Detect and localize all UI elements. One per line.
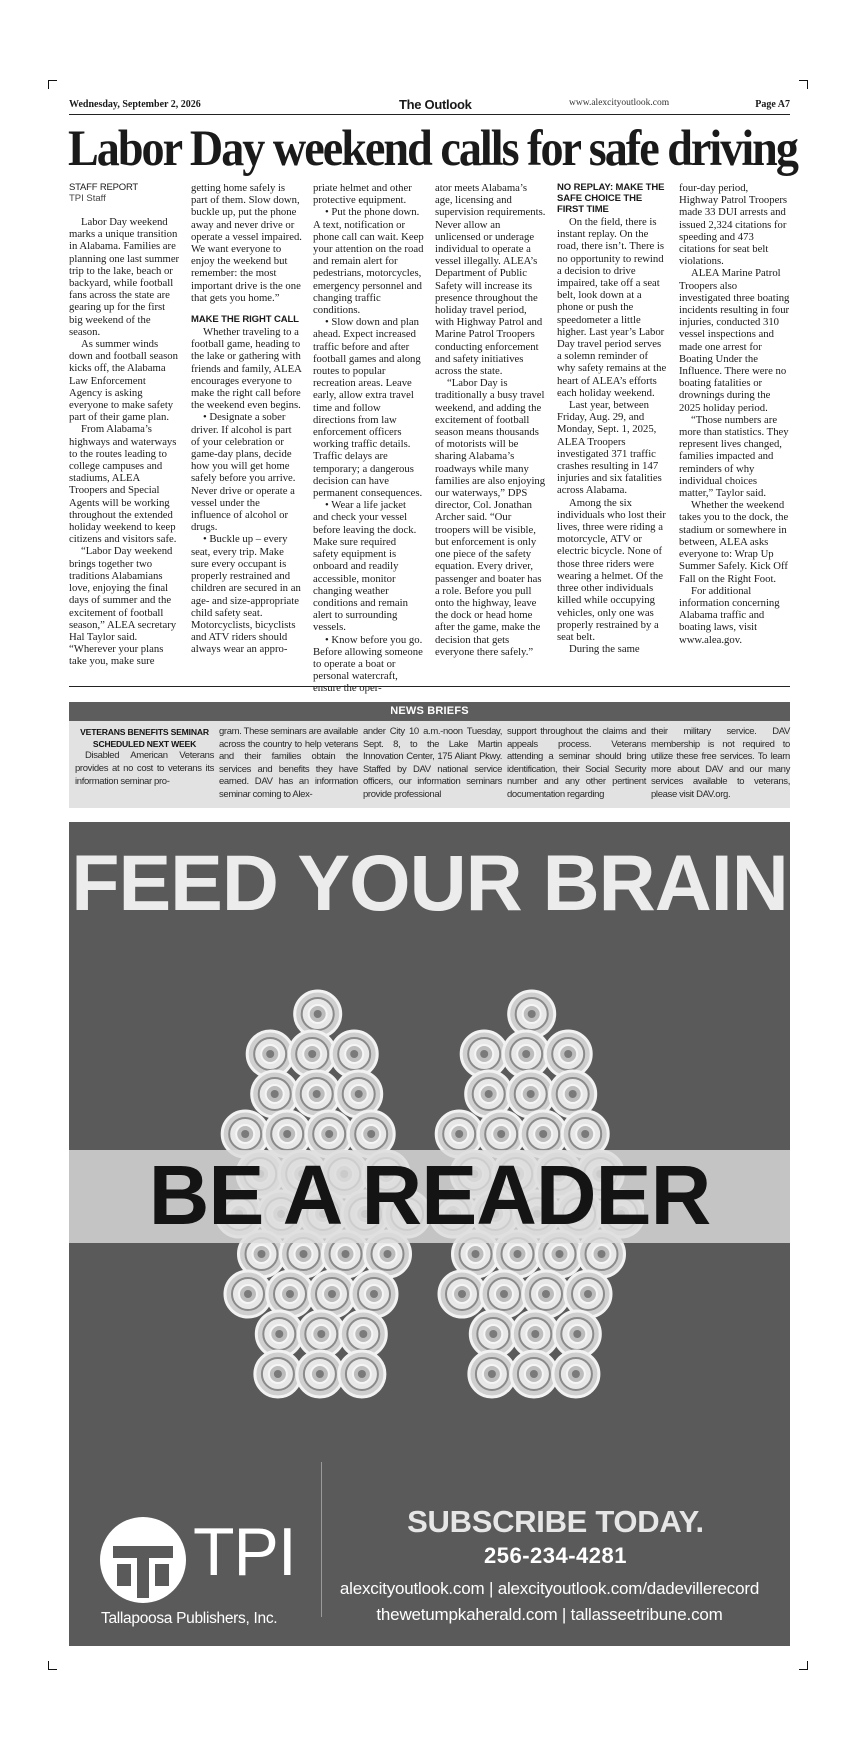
newspaper-roll <box>351 1271 397 1317</box>
brief-text: Disabled American Veterans provides at no cost to veterans its information seminar pro- <box>75 750 214 787</box>
paragraph: • Buckle up – every seat, every trip. Make sure every occupant is properly restrained and children are secured in an age- and size-appropriate child safety seat. Motorcyclists, bicyclists and ATV riders should always wear an appro- <box>191 533 301 656</box>
newspaper-roll <box>439 1271 485 1317</box>
article-column-1 <box>69 182 180 668</box>
brief-column-4: support throughout the claims and appeals process. Veterans attending a seminar should bring identification, their Social Security number and any other pertinent documentation regarding <box>507 726 646 800</box>
newspaper-roll <box>511 1351 557 1397</box>
brief-column-3: ander City 10 a.m.-noon Tuesday, Sept. 8, to the Lake Martin Innovation Center, 175 Aliant Pkwy. Staffed by DAV national service officers, our information seminars provide professional <box>363 726 502 800</box>
brief-column-5: their military service. DAV membership is not required to utilize these free services. To learn more about DAV and our many services available to veterans, please visit DAV.org. <box>651 726 790 800</box>
paragraph: Whether traveling to a football game, heading to the lake or gathering with friends and family, ALEA encourages everyone to make the right call before the weekend even begins. <box>191 326 302 412</box>
byline-org: TPI Staff <box>69 193 106 204</box>
paragraph: ator meets Alabama’s age, licensing and supervision requirements. Never allow an unlicensed or underage individual to operate a vessel illegally. ALEA’s Department of Public Safety will increase its presence throughout the holiday travel period, with Highway Patrol and Marine Patrol Troopers conducting enforcement and safety initiatives across the state. <box>435 182 546 378</box>
issue-date: Wednesday, September 2, 2026 <box>69 99 201 110</box>
newspaper-roll <box>481 1271 527 1317</box>
page-number: Page A7 <box>755 99 790 110</box>
paragraph: • Slow down and plan ahead. Expect increased traffic before and after football games and along routes to popular recreation areas. Leave early, allow extra travel time and follow directions from law enforcement officers working traffic details. Traffic delays are temporary; a dangerous decision can have permanent consequences. <box>313 316 423 500</box>
newspaper-roll <box>255 1351 301 1397</box>
paragraph: “Labor Day weekend brings together two traditions Alabamians love, enjoying the final days of summer and the excitement of football season,” ALEA secretary Hal Taylor said. “Wherever your plans take you, make sure <box>69 545 177 668</box>
news-briefs-title: NEWS BRIEFS <box>69 702 790 721</box>
article-column-4 <box>435 182 546 658</box>
brief-column-2: gram. These seminars are available across the country to help veterans and their families obtain the services and benefits they have earned. DAV has an information seminar coming to Alex- <box>219 726 358 800</box>
article-bottom-rule <box>69 686 790 687</box>
paragraph: “Labor Day is traditionally a busy travel weekend, and adding the excitement of football season means thousands of motorists will be sharing Alabama’s roadways while many families are also enjoying our waterways,” DPS director, Col. Jonathan Archer said. “Our troopers will be visible, but enforcement is only one piece of the safety equation. Every driver, passenger and boater has a role. Before you pull onto the highway, leave the dock or head home after the game, make the decision that gets everyone there safely.” <box>435 377 546 658</box>
newspaper-roll <box>565 1271 611 1317</box>
publisher-name: Tallapoosa Publishers, Inc. <box>101 1610 278 1627</box>
ad-tagline: BE A READER <box>148 1148 711 1242</box>
subscription-advertisement <box>69 822 790 1646</box>
paragraph: On the field, there is instant replay. On the road, there isn’t. There is no opportunity to rewind a decision to drive impaired, take off a seat belt, look down at a phone or push the speedometer a little higher. Last year’s Labor Day travel period serves a solemn reminder of why safety remains at the heart of ALEA’s efforts each holiday weekend. <box>557 216 667 399</box>
paragraph: Last year, between Friday, Aug. 29, and Monday, Sept. 1, 2025, ALEA Troopers investigated 371 traffic crashes resulting in 147 injuries and six fatalities across Alabama. <box>557 399 662 497</box>
crop-mark-top-left <box>48 80 57 89</box>
subscribe-phone: 256-234-4281 <box>483 1543 627 1568</box>
paragraph: • Know before you go. Before allowing someone to operate a boat or personal watercraft, ensure the oper- <box>313 633 423 695</box>
ad-title: FEED YOUR BRAIN <box>71 838 788 927</box>
article-column-5 <box>557 182 668 655</box>
brief-column-1 <box>75 726 214 788</box>
page-header <box>69 97 790 115</box>
paragraph: As summer winds down and football season kicks off, the Alabama Law Enforcement Agency is asking everyone to make safety part of their game plan. <box>69 338 178 424</box>
newspaper-roll <box>523 1271 569 1317</box>
newspaper-roll <box>267 1271 313 1317</box>
newspaper-roll <box>509 991 555 1037</box>
crop-mark-top-right <box>799 80 808 89</box>
byline: STAFF REPORT <box>69 182 139 193</box>
newspaper-roll <box>553 1351 599 1397</box>
paragraph: getting home safely is part of them. Slow down, buckle up, put the phone away and never drive or operate a vessel impaired. We want everyone to enjoy the weekend but remember: the most important drive is the one that gets you home.” <box>191 182 302 304</box>
paragraph: • Put the phone down. A text, notification or phone call can wait. Keep your attention on the road and remain alert for pedestrians, motorcycles, emergency personnel and changing traffic conditions. <box>313 206 424 317</box>
paragraph: Whether the weekend takes you to the dock, the stadium or somewhere in between, ALEA asks everyone to: Wrap Up Summer Safely. Kick Off Fall on the Right Foot. <box>679 499 789 585</box>
paragraph: four-day period, Highway Patrol Troopers made 33 DUI arrests and issued 2,324 citations for speeding and 473 citations for seat belt violations. <box>679 182 788 268</box>
paragraph: • Wear a life jacket and check your vessel before leaving the dock. Make sure required safety equipment is onboard and readily accessible, monitor changing weather conditions and remain alert to surrounding vessels. <box>313 499 417 634</box>
crop-mark-bottom-left <box>48 1661 57 1670</box>
paragraph: priate helmet and other protective equipment. <box>313 182 412 207</box>
newspaper-roll <box>297 1351 343 1397</box>
newspaper-roll <box>469 1351 515 1397</box>
paragraph: Labor Day weekend marks a unique transition in Alabama. Families are planning one last summer trip to the lake, beach or backyard, while football fans across the state are gearing up for the first big weekend of the season. <box>69 216 180 338</box>
paragraph: For additional information concerning Alabama traffic and boating laws, visit www.alea.gov. <box>679 584 780 646</box>
header-rule <box>69 114 790 115</box>
paragraph: From Alabama’s highways and waterways to the routes leading to college campuses and stadiums, ALEA Troopers and Special Agents will be working throughout the extended holiday weekend to keep citizens and visitors safe. <box>69 423 177 546</box>
newspaper-name: The Outlook <box>399 97 472 112</box>
website-list-1: alexcityoutlook.com | alexcityoutlook.com/dadevillerecord <box>339 1579 760 1598</box>
crop-mark-bottom-right <box>799 1661 808 1670</box>
newspaper-roll <box>295 991 341 1037</box>
newspaper-roll <box>339 1351 385 1397</box>
paragraph: • Designate a sober driver. If alcohol is part of your celebration or game-day plans, decide how you will get home safely before you arrive. Never drive or operate a vessel under the influence of alcohol or drugs. <box>191 411 296 534</box>
news-briefs-box <box>69 702 790 808</box>
tpi-logo-icon <box>99 1516 187 1604</box>
paragraph: Among the six individuals who lost their lives, three were riding a motorcycle, ATV or electric bicycle. None of those three riders were wearing a helmet. Of the three other individuals killed while occupying vehicles, only one was properly restrained by a seat belt. <box>557 496 666 643</box>
subhead-no-replay: NO REPLAY: MAKE THE SAFE CHOICE THE FIRST TIME <box>557 182 665 215</box>
article-headline: Labor Day weekend calls for safe driving <box>68 121 797 177</box>
paragraph: “Those numbers are more than statistics. They represent lives changed, families impacted and reminders of why individual choices matter,” Taylor said. <box>679 413 789 500</box>
newspaper-url: www.alexcityoutlook.com <box>569 98 670 108</box>
article-column-6 <box>679 182 790 646</box>
article-column-2 <box>191 182 302 656</box>
brief-headline: VETERANS BENEFITS SEMINAR SCHEDULED NEXT WEEK <box>80 727 209 750</box>
newspaper-roll <box>225 1271 271 1317</box>
subhead-make-the-right-call: MAKE THE RIGHT CALL <box>191 314 299 326</box>
article-body <box>69 182 791 695</box>
paragraph: During the same <box>569 643 640 656</box>
website-list-2: thewetumpkaherald.com | tallasseetribune.com <box>376 1605 723 1624</box>
subscribe-heading: SUBSCRIBE TODAY. <box>407 1504 704 1539</box>
newspaper-roll <box>309 1271 355 1317</box>
tpi-logo-text: TPI <box>193 1514 296 1590</box>
paragraph: ALEA Marine Patrol Troopers also investigated three boating incidents resulting in four injuries, conducted 310 vessel inspections and made one arrest for Boating Under the Influence. There were no boating fatalities or drownings during the 2025 holiday period. <box>679 267 790 414</box>
article-column-3 <box>313 182 424 695</box>
